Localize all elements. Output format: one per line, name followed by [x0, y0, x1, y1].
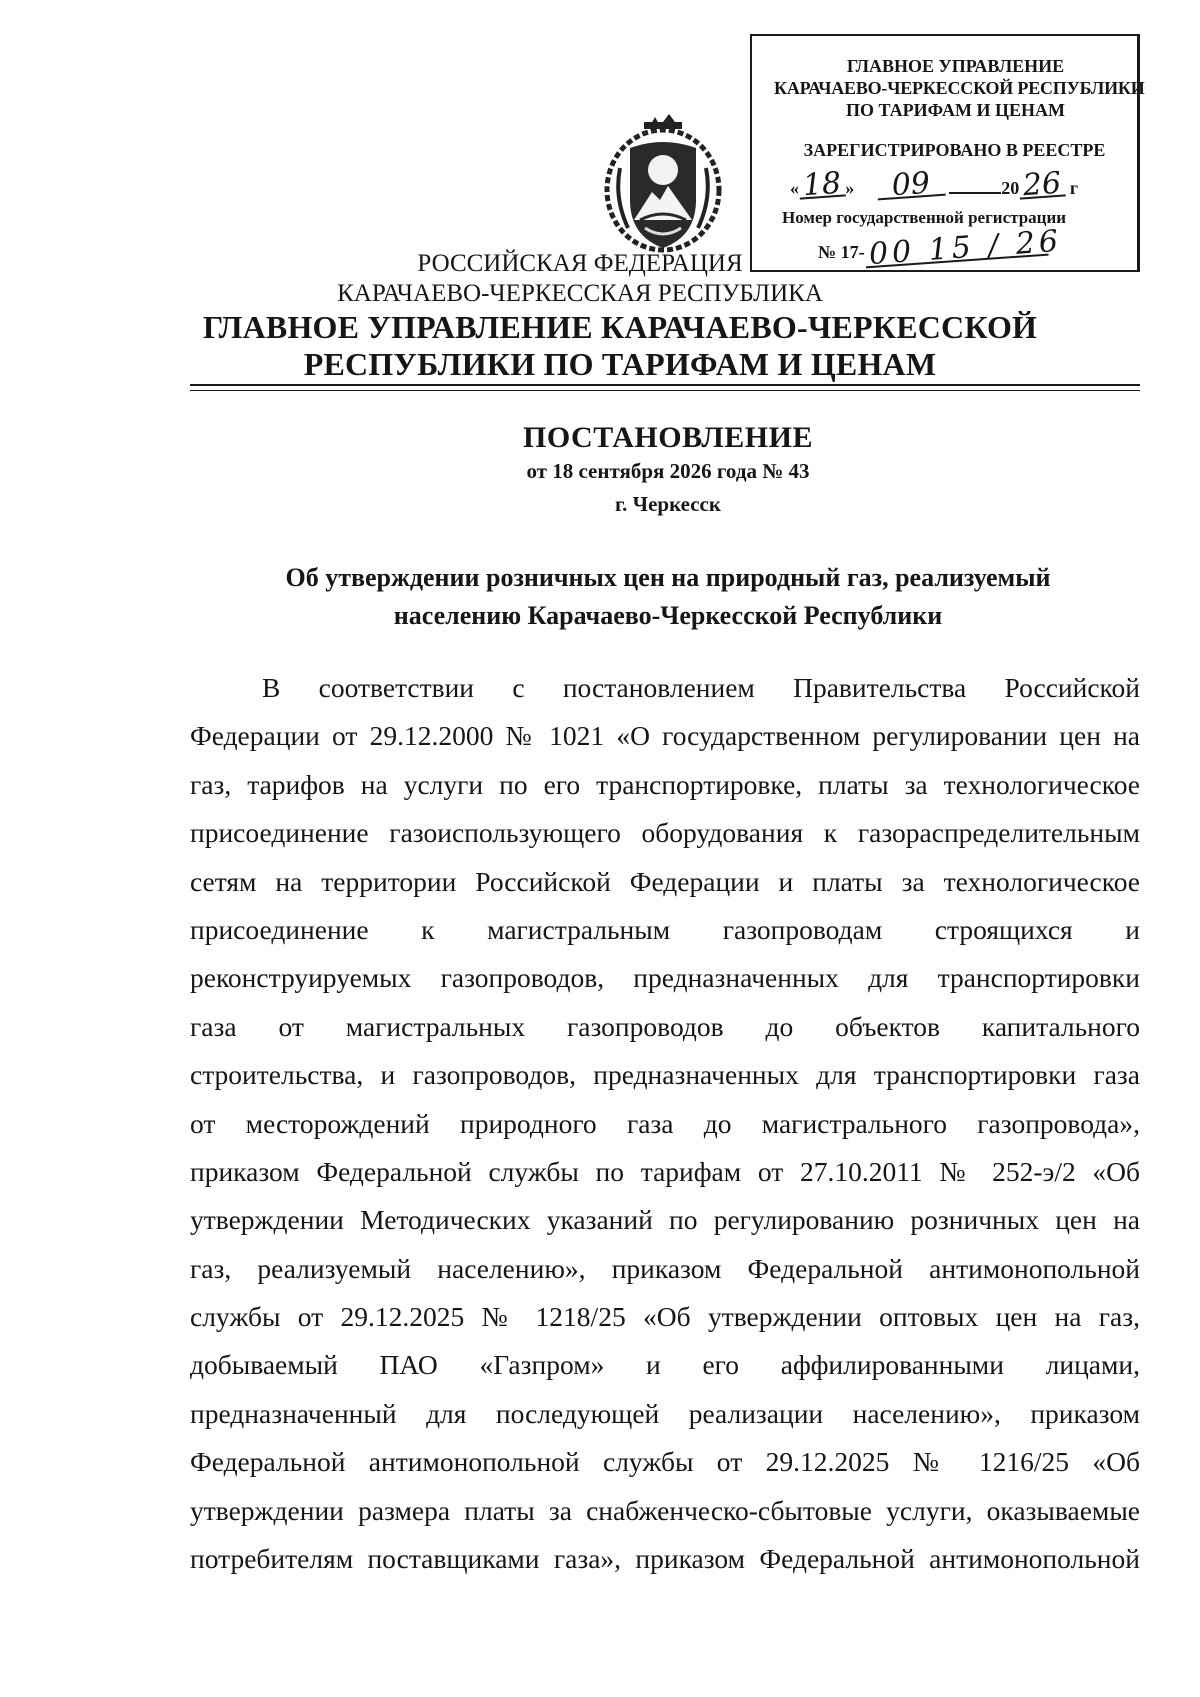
agency-name-line-2: РЕСПУБЛИКИ ПО ТАРИФАМ И ЦЕНАМ: [303, 346, 937, 382]
body-line: присоединение к магистральным газопроводам строящихся и: [190, 913, 1140, 945]
document-body: [190, 664, 1140, 1583]
body-line: утверждении Методических указаний по регулированию розничных цен на: [190, 1204, 1140, 1236]
body-line: строительства, и газопроводов, предназначенных для транспортировки газа: [190, 1059, 1140, 1091]
stamp-line-3: ПО ТАРИФАМ И ЦЕНАМ: [846, 100, 1065, 120]
body-line: потребителям поставщиками газа», приказом Федеральной антимонопольной: [190, 1543, 1140, 1575]
document-city: г. Черкесск: [615, 492, 721, 516]
body-line: службы от 29.12.2025 № 1218/25 «Об утверждении оптовых цен на газ,: [190, 1301, 1140, 1333]
country-name: РОССИЙСКАЯ ФЕДЕРАЦИЯ: [417, 250, 743, 277]
stamp-year-unit: г: [1069, 178, 1079, 198]
agency-name-line-1: ГЛАВНОЕ УПРАВЛЕНИЕ КАРАЧАЕВО-ЧЕРКЕССКОЙ: [202, 309, 1038, 345]
stamp-date: «18 » 09 2026 г: [790, 165, 1079, 204]
body-line: Федеральной антимонопольной службы от 29.12.2025 № 1216/25 «Об: [190, 1446, 1140, 1478]
coat-of-arms-icon: [600, 108, 726, 258]
registration-stamp: [750, 34, 1145, 273]
body-line: добываемый ПАО «Газпром» и его аффилированными лицами,: [190, 1349, 1140, 1381]
body-line: присоединение газоиспользующего оборудования к газораспределительным: [190, 817, 1140, 849]
body-line: от месторождений природного газа до магистрального газопровода»,: [190, 1107, 1140, 1139]
document-date-number: от 18 сентября 2026 года № 43: [526, 459, 810, 483]
stamp-registered: ЗАРЕГИСТРИРОВАНО В РЕЕСТРЕ: [803, 140, 1106, 160]
body-line: реконструируемых газопроводов, предназначенных для транспортировки: [190, 962, 1140, 994]
document-subject-line-1: Об утверждении розничных цен на природный газ, реализуемый: [285, 563, 1051, 592]
header-divider: [190, 384, 1140, 386]
body-line: газа от магистральных газопроводов до объектов капитального: [190, 1010, 1140, 1042]
body-line: газ, реализуемый населению», приказом Федеральной антимонопольной: [190, 1252, 1140, 1284]
stamp-num-prefix: № 17-: [818, 242, 865, 262]
body-line: газ, тарифов на услуги по его транспортировке, платы за технологическое: [190, 768, 1140, 800]
document-title: ПОСТАНОВЛЕНИЕ: [523, 421, 813, 454]
stamp-line-2: КАРАЧАЕВО-ЧЕРКЕССКОЙ РЕСПУБЛИКИ: [774, 78, 1145, 98]
body-line: В соответствии с постановлением Правительства Российской: [262, 672, 1140, 703]
document-subject-line-2: населению Карачаево-Черкесской Республики: [393, 601, 943, 630]
stamp-month: 09: [876, 172, 946, 201]
stamp-reg-label: Номер государственной регистрации: [782, 208, 1067, 227]
body-line: сетям на территории Российской Федерации и платы за технологическое: [190, 865, 1140, 897]
stamp-year-suffix: 26: [1018, 172, 1066, 199]
stamp-line-1: ГЛАВНОЕ УПРАВЛЕНИЕ: [846, 56, 1065, 76]
body-line: утверждении размера платы за снабженческо-сбытовые услуги, оказываемые: [190, 1494, 1140, 1526]
body-line: предназначенный для последующей реализации населению», приказом: [190, 1397, 1140, 1429]
stamp-day: 18: [798, 172, 846, 199]
header-divider-thin: [190, 390, 1140, 391]
body-line: Федерации от 29.12.2000 № 1021 «О государственном регулировании цен на: [190, 720, 1140, 752]
stamp-num-value: 00 15 / 26: [864, 232, 1048, 269]
body-line: приказом Федеральной службы по тарифам от 27.10.2011 № 252-э/2 «Об: [190, 1155, 1140, 1187]
republic-name: КАРАЧАЕВО-ЧЕРКЕССКАЯ РЕСПУБЛИКА: [337, 280, 823, 307]
stamp-year-prefix: 20: [1001, 178, 1020, 198]
